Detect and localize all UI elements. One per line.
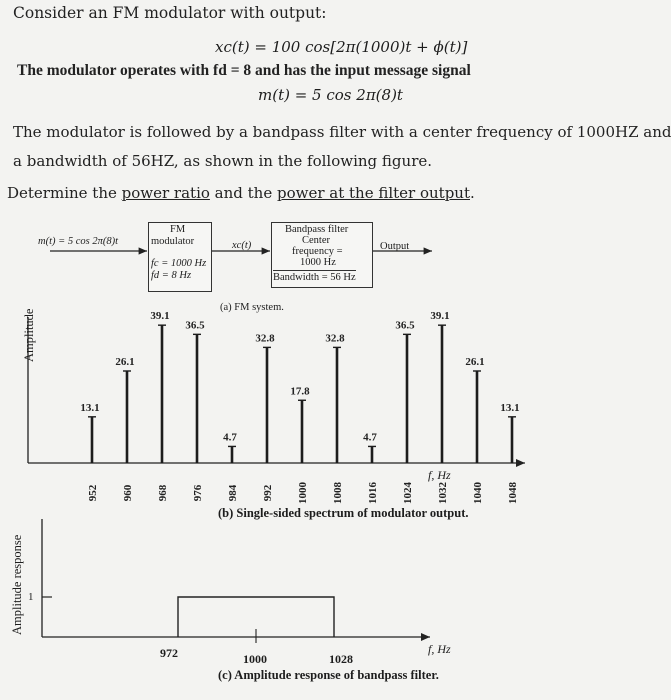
- output-label: Output: [380, 241, 410, 252]
- spectrum-tick-label: 1016: [367, 482, 379, 504]
- filter-x-arrowhead: [421, 633, 430, 641]
- filter-x-tick-center: 1000: [243, 652, 267, 666]
- task-mid: and the: [209, 184, 277, 202]
- filter-text-2: a bandwidth of 56HZ, as shown in the following figure.: [13, 152, 433, 170]
- filter-power-term: power at the filter output: [276, 184, 470, 202]
- carrier-equation: xc(t) = 100 cos[2π(1000)t + ϕ(t)]: [215, 38, 468, 56]
- filter-x-tick-high: 1028: [329, 652, 353, 666]
- spectrum-value-label: 36.5: [395, 319, 415, 332]
- spectrum-value-label: 32.8: [325, 332, 345, 345]
- message-equation: m(t) = 5 cos 2π(8)t: [258, 86, 403, 104]
- mod-title-2: modulator: [151, 236, 195, 247]
- spectrum-tick-label: 976: [192, 484, 204, 502]
- mod-title-1: FM: [170, 224, 186, 235]
- task-post: .: [470, 184, 475, 202]
- spectrum-value-label: 36.5: [185, 319, 205, 332]
- spectrum-tick-label: 1040: [472, 482, 484, 504]
- intro-text: Consider an FM modulator with output:: [13, 4, 327, 22]
- filter-ylabel: Amplitude response: [10, 534, 24, 635]
- spectrum-value-label: 39.1: [150, 310, 170, 323]
- power-ratio-term: power ratio: [121, 184, 210, 202]
- spectrum-tick-label: 1000: [297, 482, 309, 504]
- spectrum-value-label: 17.8: [290, 385, 310, 398]
- spectrum-value-label: 13.1: [80, 401, 100, 414]
- spectrum-tick-label: 1008: [332, 482, 344, 504]
- filter-xlabel: f, Hz: [428, 642, 451, 656]
- spectrum-value-label: 4.7: [223, 431, 237, 444]
- deviation-text: The modulator operates with fd = 8 and has the input message signal: [17, 62, 471, 79]
- filter-x-tick-low: 972: [160, 646, 178, 660]
- spectrum-value-label: 13.1: [500, 401, 520, 414]
- mod-fc: fc = 1000 Hz: [151, 258, 207, 269]
- spectrum-value-label: 26.1: [465, 355, 485, 368]
- diagram-caption: (a) FM system.: [220, 302, 284, 313]
- spectrum-tick-label: 960: [122, 484, 134, 502]
- spectrum-tick-label: 968: [157, 484, 169, 502]
- spectrum-tick-label: 1024: [402, 482, 414, 504]
- spectrum-value-label: 39.1: [430, 310, 450, 323]
- mod-fd: fd = 8 Hz: [151, 270, 192, 281]
- spectrum-tick-label: 1032: [437, 482, 449, 504]
- spectrum-tick-label: 1048: [507, 482, 519, 504]
- spectrum-ylabel: Amplitude: [22, 308, 36, 362]
- filter-text-1: The modulator is followed by a bandpass filter with a center frequency of 1000HZ and: [13, 123, 671, 141]
- filter-y-tick: 1: [28, 591, 34, 603]
- spectrum-xlabel: f, Hz: [428, 468, 451, 482]
- task-pre: Determine the: [7, 184, 122, 202]
- xc-label: xc(t): [232, 240, 252, 251]
- spectrum-tick-label: 992: [262, 484, 274, 502]
- bpf-line-4: 1000 Hz: [300, 257, 336, 268]
- spectrum-tick-label: 952: [87, 484, 99, 502]
- spectrum-value-label: 26.1: [115, 355, 135, 368]
- bpf-line-2: Center: [302, 235, 330, 246]
- bpf-line-3: frequency =: [292, 246, 343, 257]
- spectrum-value-label: 32.8: [255, 332, 275, 345]
- spectrum-caption: (b) Single-sided spectrum of modulator output.: [218, 506, 469, 520]
- bpf-line-5: Bandwidth = 56 Hz: [273, 272, 356, 283]
- spectrum-value-label: 4.7: [363, 431, 377, 444]
- input-label: m(t) = 5 cos 2π(8)t: [38, 236, 118, 247]
- filter-caption: (c) Amplitude response of bandpass filter.: [218, 668, 439, 682]
- bpf-line-1: Bandpass filter: [285, 224, 349, 235]
- spectrum-tick-label: 984: [227, 484, 239, 502]
